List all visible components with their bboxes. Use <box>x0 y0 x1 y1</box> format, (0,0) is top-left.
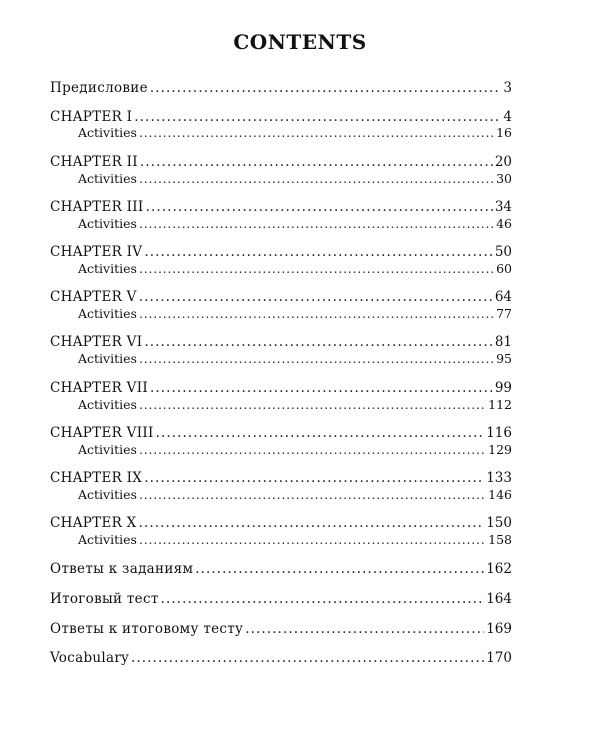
toc-entry-label: Activities <box>78 442 137 457</box>
toc-entry-label: Activities <box>78 487 137 502</box>
toc-entry-page: 64 <box>494 289 512 305</box>
leader-dots <box>139 396 486 414</box>
toc-entry-page: 116 <box>486 425 512 441</box>
toc-entry-chapter-10[interactable] <box>0 514 600 532</box>
leader-dots <box>139 288 493 306</box>
toc-entry-page: 30 <box>496 171 512 186</box>
toc-entry-chapter-2[interactable] <box>0 153 600 171</box>
toc-entry-page: 3 <box>503 80 512 96</box>
leader-dots <box>139 305 494 323</box>
toc-entry-label: Ответы к заданиям <box>50 561 194 577</box>
leader-dots <box>139 514 485 532</box>
toc-entry-label: CHAPTER VI <box>50 334 143 350</box>
toc-entry-label: Activities <box>78 261 137 276</box>
toc-entry-activities-5[interactable] <box>0 305 600 323</box>
toc-entry-activities-1[interactable] <box>0 124 600 142</box>
toc-entry-activities-4[interactable] <box>0 260 600 278</box>
toc-entry-label: Activities <box>78 306 137 321</box>
leader-dots <box>131 649 484 667</box>
toc-entry-chapter-8[interactable] <box>0 424 600 442</box>
toc-entry-page: 170 <box>486 650 512 666</box>
toc-entry-activities-6[interactable] <box>0 350 600 368</box>
toc-entry-label: Activities <box>78 216 137 231</box>
toc-entry-chapter-5[interactable] <box>0 288 600 306</box>
toc-entry-chapter-3[interactable] <box>0 198 600 216</box>
leader-dots <box>156 424 485 442</box>
leader-dots <box>139 441 486 459</box>
toc-entry-label: Ответы к итоговому тесту <box>50 621 244 637</box>
toc-entry-page: 16 <box>496 125 512 140</box>
toc-entry-page: 81 <box>494 334 512 350</box>
toc-entry-page: 150 <box>486 515 512 531</box>
toc-entry-label: CHAPTER III <box>50 199 144 215</box>
toc-entry-label: CHAPTER VII <box>50 380 148 396</box>
toc-entry-final-test-answers[interactable] <box>0 620 600 638</box>
toc-entry-page: 77 <box>496 306 512 321</box>
leader-dots <box>139 215 494 233</box>
leader-dots <box>245 620 484 638</box>
leader-dots <box>139 350 494 368</box>
toc-entry-page: 162 <box>486 561 512 577</box>
leader-dots <box>139 260 494 278</box>
toc-entry-label: CHAPTER IX <box>50 470 143 486</box>
toc-entry-label: Activities <box>78 397 137 412</box>
leader-dots <box>161 590 485 608</box>
toc-entry-page: 112 <box>488 397 512 412</box>
toc-entry-page: 60 <box>496 261 512 276</box>
toc-entry-chapter-7[interactable] <box>0 379 600 397</box>
toc-entry-activities-3[interactable] <box>0 215 600 233</box>
leader-dots <box>144 243 492 261</box>
toc-entry-answers[interactable] <box>0 560 600 578</box>
leader-dots <box>139 531 486 549</box>
toc-entry-activities-9[interactable] <box>0 486 600 504</box>
toc-entry-label: Activities <box>78 351 137 366</box>
toc-entry-page: 95 <box>496 351 512 366</box>
toc-entry-page: 133 <box>486 470 512 486</box>
leader-dots <box>150 79 502 97</box>
toc-entry-label: Activities <box>78 171 137 186</box>
toc-entry-page: 99 <box>494 380 512 396</box>
toc-entry-vocabulary[interactable] <box>0 649 600 667</box>
toc-entry-chapter-9[interactable] <box>0 469 600 487</box>
toc-entry-page: 129 <box>488 442 512 457</box>
toc-entry-label: CHAPTER V <box>50 289 137 305</box>
toc-entry-chapter-4[interactable] <box>0 243 600 261</box>
leader-dots <box>144 469 484 487</box>
toc-entry-activities-10[interactable] <box>0 531 600 549</box>
leader-dots <box>146 198 493 216</box>
toc-entry-page: 46 <box>496 216 512 231</box>
toc-entry-activities-8[interactable] <box>0 441 600 459</box>
leader-dots <box>139 124 494 142</box>
toc-entry-preface[interactable] <box>0 79 600 97</box>
leader-dots <box>139 486 486 504</box>
toc-entry-page: 4 <box>503 109 512 125</box>
toc-entry-label: CHAPTER II <box>50 154 138 170</box>
toc-entry-page: 50 <box>494 244 512 260</box>
toc-entry-page: 158 <box>488 532 512 547</box>
leader-dots <box>150 379 493 397</box>
toc-entry-page: 34 <box>494 199 512 215</box>
toc-entry-chapter-6[interactable] <box>0 333 600 351</box>
toc-entry-activities-7[interactable] <box>0 396 600 414</box>
toc-entry-label: CHAPTER X <box>50 515 137 531</box>
page-title: CONTENTS <box>233 30 367 54</box>
toc-entry-page: 169 <box>486 621 512 637</box>
toc-entry-label: CHAPTER VIII <box>50 425 154 441</box>
toc-entry-label: Итоговый тест <box>50 591 159 607</box>
toc-entry-final-test[interactable] <box>0 590 600 608</box>
toc-entry-page: 164 <box>486 591 512 607</box>
toc-entry-activities-2[interactable] <box>0 170 600 188</box>
leader-dots <box>140 153 493 171</box>
leader-dots <box>195 560 484 578</box>
toc-entry-page: 20 <box>494 154 512 170</box>
toc-entry-label: Activities <box>78 125 137 140</box>
toc-entry-label: CHAPTER IV <box>50 244 143 260</box>
toc-entry-label: Предисловие <box>50 80 148 96</box>
toc-entry-page: 146 <box>488 487 512 502</box>
toc-entry-label: Activities <box>78 532 137 547</box>
toc-entry-label: CHAPTER I <box>50 109 133 125</box>
toc-entry-label: Vocabulary <box>50 650 130 666</box>
leader-dots <box>139 170 494 188</box>
leader-dots <box>144 333 492 351</box>
